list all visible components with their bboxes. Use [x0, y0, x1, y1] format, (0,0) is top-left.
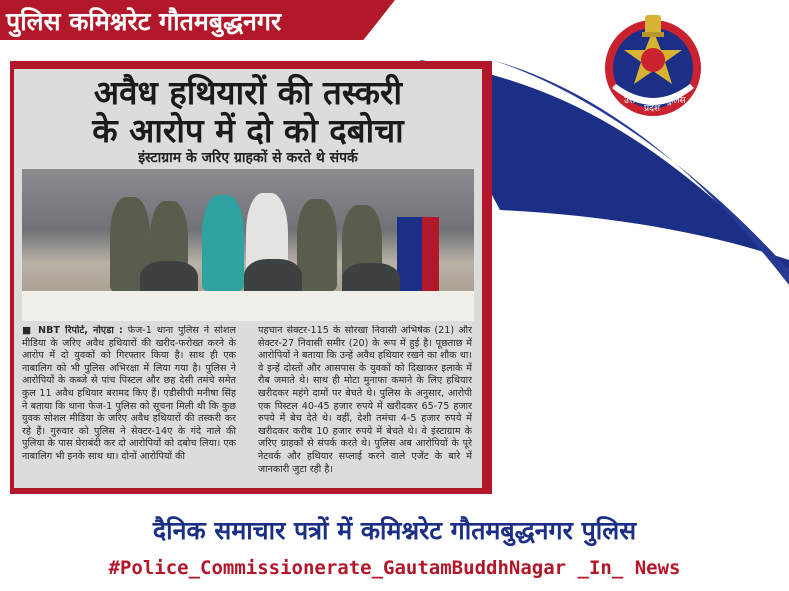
article-column-2: पहचान सेक्टर-115 के सोरखा निवासी अभिषेक (21) और सेक्टर-27 निवासी समीर (20) के रूप में हुई है। पूछताछ में आरोपियों ने बताया कि उन्हें अवैध हथियार रखने का शौक था। वे इन्हें दोस्तों और आसपास के युवकों को दिखाकर इलाके में रौब जमाते थे। साथ ही मोटा मुनाफा कमाने के लिए हथियार खरीदकर महंगे दामों पर बेचते थे। पुलिस के अनुसार, आरोपी एक पिस्टल 40-45 हजार रुपये में खरीदकर 65-75 हजार रुपये में बेच देते थे। वहीं, देशी तमंचा 4-5 हजार रुपये में खरीदकर करीब 10 हजार रुपये में बेचते थे। वे इंस्टाग्राम के जरिए ग्राहकों से संपर्क करते थे। पुलिस अब आरोपियों के पूरे नेटवर्क और हथियार सप्लाई करने वाले एजेंट के बारे में जानकारी जुटा रही है।: [258, 325, 472, 475]
headline-line-2: के आरोप में दो को दबोचा: [92, 111, 404, 150]
footer-title: दैनिक समाचार पत्रों में कमिश्नरेट गौतमबुद्धनगर पुलिस: [152, 516, 637, 545]
up-police-emblem-icon: [598, 10, 708, 120]
emblem-text-left: उत्तर: [624, 96, 639, 106]
subheadline: इंस्टाग्राम के जरिए ग्राहकों से करते थे संपर्क: [138, 150, 358, 166]
person-figure: [202, 195, 244, 291]
flag: [397, 217, 439, 297]
article-body: [22, 325, 474, 488]
press-conference-photo: [22, 169, 474, 321]
person-figure: [297, 199, 337, 291]
banner-title: पुलिस कमिश्नरेट गौतमबुद्धनगर: [6, 7, 282, 36]
article-column-1: [22, 325, 236, 488]
newspaper-clipping: [14, 69, 482, 488]
dateline: ■ NBT रिपोर्ट, नोएडा :: [22, 325, 123, 336]
article-column-1-text: फेज-1 थाना पुलिस ने सोशल मीडिया के जरिए अवैध हथियारों की खरीद-फरोख्त करने के आरोप में दो युवकों को गिरफ्तार किया है। साथ ही एक नाबालिग को भी पुलिस अभिरक्षा में लिया गया है। पुलिस ने आरोपियों के कब्जे से पांच पिस्टल और छह देसी तमंचे समेत कुल 11 अवैध हथियार बरामद किए हैं। एडीसीपी मनीषा सिंह ने बताया कि थाना फेज-1 पुलिस को सूचना मिली थी कि कुछ युवक सोशल मीडिया के जरिए अवैध हथियारों की तस्करी कर रहे हैं। गुरुवार को पुलिस ने सेक्टर-14ए के गंदे नाले की पुलिया के पास घेराबंदी कर दो आरोपियों को दबोच लिया। एक नाबालिग भी इनके साथ था। दोनों आरोपियों की: [22, 325, 236, 462]
footer-hashtag: #Police_Commissionerate_GautamBuddhNagar _In_ News: [108, 557, 681, 579]
table: [22, 291, 474, 321]
headline-line-1: अवैध हथियारों की तस्करी: [93, 73, 403, 112]
emblem-text-right: पुलिस: [666, 96, 686, 106]
emblem-text-mid: प्रदेश: [644, 104, 661, 114]
